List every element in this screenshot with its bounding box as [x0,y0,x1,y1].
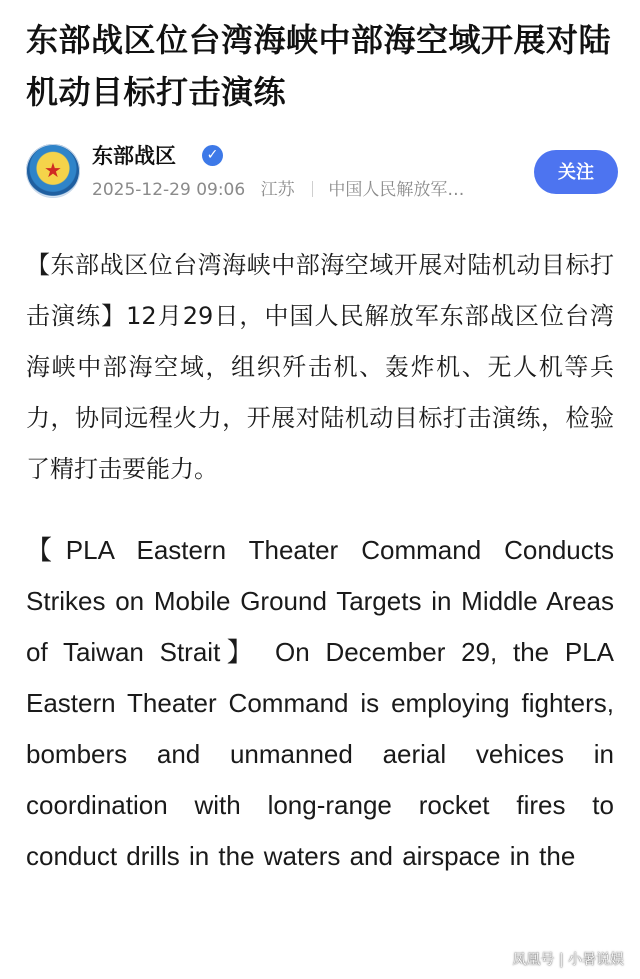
emblem-star-icon: ★ [44,157,62,182]
article-body-chinese: 【东部战区位台湾海峡中部海空域开展对陆机动目标打击演练】12月29日，中国人民解放军东部战区位台湾海峡中部海空域，组织歼击机、轰炸机、无人机等兵力，协同远程火力，开展对陆机动目标打击演练，检验了精打击要能力。 [26,251,614,483]
source-watermark: 凤凰号 | 小暑说娱 [512,952,624,968]
author-name[interactable]: 东部战区 [92,144,176,168]
meta-divider [312,181,313,197]
author-row [26,142,614,212]
article-body-english: 【PLA Eastern Theater Command Conducts Strikes on Mobile Ground Targets in Middle Areas of Taiwan Strait】 On December 29, the PLA Eastern Theater Command is employing fighters, bombers and unmanned aerial vehices in coordination with long-range rocket fires to conduct drills in the waters and airspace in the [26,535,614,871]
article-title: 东部战区位台湾海峡中部海空域开展对陆机动目标打击演练 [26,21,612,111]
author-meta [92,178,474,202]
publish-datetime: 2025-12-29 09:06 [92,180,246,200]
follow-button[interactable]: 关注 [534,150,618,194]
author-description: 中国人民解放军… [328,180,465,200]
publish-location: 江苏 [260,180,295,200]
author-avatar[interactable] [26,144,80,198]
verified-badge-icon: ✓ [202,145,223,166]
